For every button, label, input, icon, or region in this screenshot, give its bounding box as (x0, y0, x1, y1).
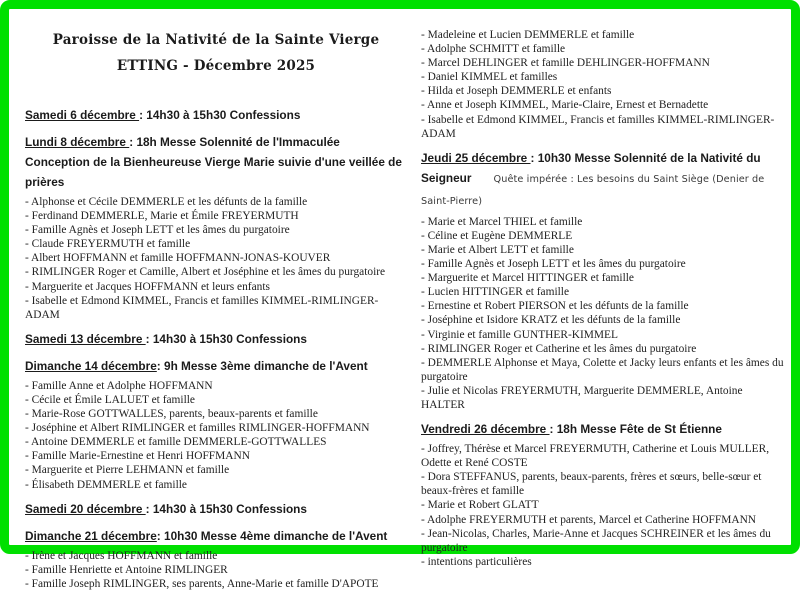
intention-item: - Madeleine et Lucien DEMMERLE et famille (421, 29, 635, 41)
intentions-list (421, 28, 789, 141)
intention-item: - Adolphe FREYERMUTH et parents, Marcel et Catherine HOFFMANN (421, 513, 757, 526)
mass-heading (421, 419, 789, 439)
intention-item: - Cécile et Émile LALUET et famille (25, 393, 195, 406)
intention-item: - Ernestine et Robert PIERSON et les défunts de la famille (421, 300, 689, 313)
intention-item: - Alphonse et Cécile DEMMERLE et les défunts de la famille (25, 196, 308, 208)
mass-date: Vendredi 26 décembre (421, 422, 550, 437)
intention-item: - Anne et Joseph KIMMEL, Marie-Claire, Ernest et Bernadette (421, 99, 709, 112)
document-title-block (25, 27, 407, 79)
intention-item: - intentions particulières (421, 555, 532, 568)
intention-item: - Élisabeth DEMMERLE et famille (25, 478, 187, 491)
intention-item: - Marcel DEHLINGER et famille DEHLINGER-HOFFMANN (421, 57, 710, 70)
intention-item: - Céline et Eugène DEMMERLE (421, 229, 573, 242)
mass-description: : 10h30 Messe Solennité de la Nativité du Seigneur (421, 150, 761, 185)
mass-section (25, 105, 407, 125)
intention-item: - Jean-Nicolas, Charles, Marie-Anne et Jacques SCHREINER et les âmes du purgatoire (421, 527, 771, 554)
intention-item: - Albert HOFFMANN et famille HOFFMANN-JONAS-KOUVER (25, 252, 331, 265)
mass-section (421, 419, 789, 569)
intention-item: - Virginie et famille GUNTHER-KIMMEL (421, 328, 618, 341)
intention-item: - Marie et Robert GLATT (421, 499, 539, 512)
mass-date: Dimanche 21 décembre (25, 528, 157, 543)
mass-section (421, 28, 789, 141)
intentions-list (25, 195, 407, 322)
intention-item: - Marguerite et Marcel HITTINGER et famille (421, 272, 634, 285)
mass-description: : 18h Messe Solennité de l'Immaculée Conception de la Bienheureuse Vierge Marie suivie d'une veillée de prières (25, 135, 402, 189)
intention-item: - Joséphine et Isidore KRATZ et les défunts de la famille (421, 314, 681, 327)
mass-section (25, 499, 407, 519)
intention-item: - Marie et Marcel THIEL et famille (421, 215, 583, 228)
intention-item: - Daniel KIMMEL et familles (421, 71, 558, 84)
intention-item: - Famille Joseph RIMLINGER, ses parents, Anne-Marie et famille D'APOTE (25, 577, 379, 590)
mass-date: Samedi 13 décembre (25, 331, 146, 346)
mass-description: : 14h30 à 15h30 Confessions (145, 501, 307, 516)
right-column (421, 23, 789, 598)
mass-heading (25, 356, 407, 376)
intention-item: - Lucien HITTINGER et famille (421, 286, 570, 299)
document-subtitle: ETTING - Décembre 2025 (116, 58, 316, 74)
mass-heading (25, 329, 407, 349)
intention-item: - Isabelle et Edmond KIMMEL, Francis et familles KIMMEL-RIMLINGER-ADAM (25, 294, 379, 321)
intention-item: - Irène et Jacques HOFFMANN et famille (25, 549, 218, 562)
intentions-list (25, 379, 407, 492)
document-title: Paroisse de la Nativité de la Sainte Vierge (52, 32, 380, 48)
collection-note: Quête impérée : Les besoins du Saint Siège (Denier de Saint-Pierre) (421, 173, 765, 207)
bulletin-content (9, 9, 791, 598)
intentions-list (421, 215, 789, 412)
intention-item: - Ferdinand DEMMERLE, Marie et Émile FREYERMUTH (25, 210, 299, 223)
left-column (25, 23, 407, 598)
intention-item: - Antoine DEMMERLE et famille DEMMERLE-GOTTWALLES (25, 436, 327, 449)
intention-item: - Marie-Rose GOTTWALLES, parents, beaux-parents et famille (25, 408, 318, 421)
mass-date: Samedi 6 décembre (25, 108, 140, 122)
mass-heading (25, 105, 407, 125)
intention-item: - RIMLINGER Roger et Camille, Albert et Joséphine et les âmes du purgatoire (25, 266, 386, 279)
intention-item: - Marguerite et Pierre LEHMANN et famille (25, 464, 230, 477)
mass-description: : 14h30 à 15h30 Confessions (145, 331, 307, 346)
mass-section (25, 329, 407, 349)
intention-item: - Hilda et Joseph DEMMERLE et enfants (421, 85, 612, 98)
intentions-list (421, 442, 789, 569)
mass-section (25, 526, 407, 591)
mass-section (25, 132, 407, 322)
intention-item: - Famille Anne et Adolphe HOFFMANN (25, 379, 213, 392)
intention-item: - Famille Henriette et Antoine RIMLINGER (25, 563, 228, 576)
mass-section (25, 356, 407, 492)
mass-heading (25, 526, 407, 546)
intentions-list (25, 549, 407, 591)
intention-item: - Adolphe SCHMITT et famille (421, 43, 566, 56)
mass-date: Dimanche 14 décembre (25, 358, 157, 373)
left-sections (25, 105, 407, 591)
intention-item: - RIMLINGER Roger et Catherine et les âmes du purgatoire (421, 342, 697, 355)
intention-item: - Joséphine et Albert RIMLINGER et familles RIMLINGER-HOFFMANN (25, 422, 370, 435)
intention-item: - Dora STEFFANUS, parents, beaux-parents, frères et sœurs, belle-sœur et beaux-frères et famille (421, 471, 762, 498)
intention-item: - Claude FREYERMUTH et famille (25, 238, 191, 251)
intention-item: - Isabelle et Edmond KIMMEL, Francis et familles KIMMEL-RIMLINGER-ADAM (421, 113, 775, 140)
mass-section (421, 148, 789, 412)
intention-item: - Marie et Albert LETT et famille (421, 243, 574, 256)
mass-heading (25, 132, 407, 192)
intention-item: - Famille Agnès et Joseph LETT et les âmes du purgatoire (421, 258, 686, 271)
mass-description: : 9h Messe 3ème dimanche de l'Avent (156, 358, 368, 373)
intention-item: - DEMMERLE Alphonse et Maya, Colette et Jacky leurs enfants et les âmes du purgatoire (421, 356, 784, 383)
right-sections (421, 28, 789, 569)
mass-date: Jeudi 25 décembre (421, 150, 531, 165)
mass-description: : 14h30 à 15h30 Confessions (139, 108, 301, 122)
intention-item: - Julie et Nicolas FREYERMUTH, Marguerite DEMMERLE, Antoine HALTER (421, 384, 743, 411)
mass-description: : 18h Messe Fête de St Étienne (549, 422, 722, 437)
mass-date: Samedi 20 décembre (25, 501, 146, 516)
mass-heading (25, 499, 407, 519)
intention-item: - Marguerite et Jacques HOFFMANN et leurs enfants (25, 280, 270, 293)
mass-date: Lundi 8 décembre (25, 135, 130, 149)
intention-item: - Famille Agnès et Joseph LETT et les âmes du purgatoire (25, 224, 290, 237)
intention-item: - Joffrey, Thérèse et Marcel FREYERMUTH, Catherine et Louis MULLER, Odette et René COSTE (421, 443, 770, 470)
mass-heading (421, 148, 789, 212)
mass-description: : 10h30 Messe 4ème dimanche de l'Avent (156, 528, 388, 543)
intention-item: - Famille Marie-Ernestine et Henri HOFFMANN (25, 450, 250, 463)
